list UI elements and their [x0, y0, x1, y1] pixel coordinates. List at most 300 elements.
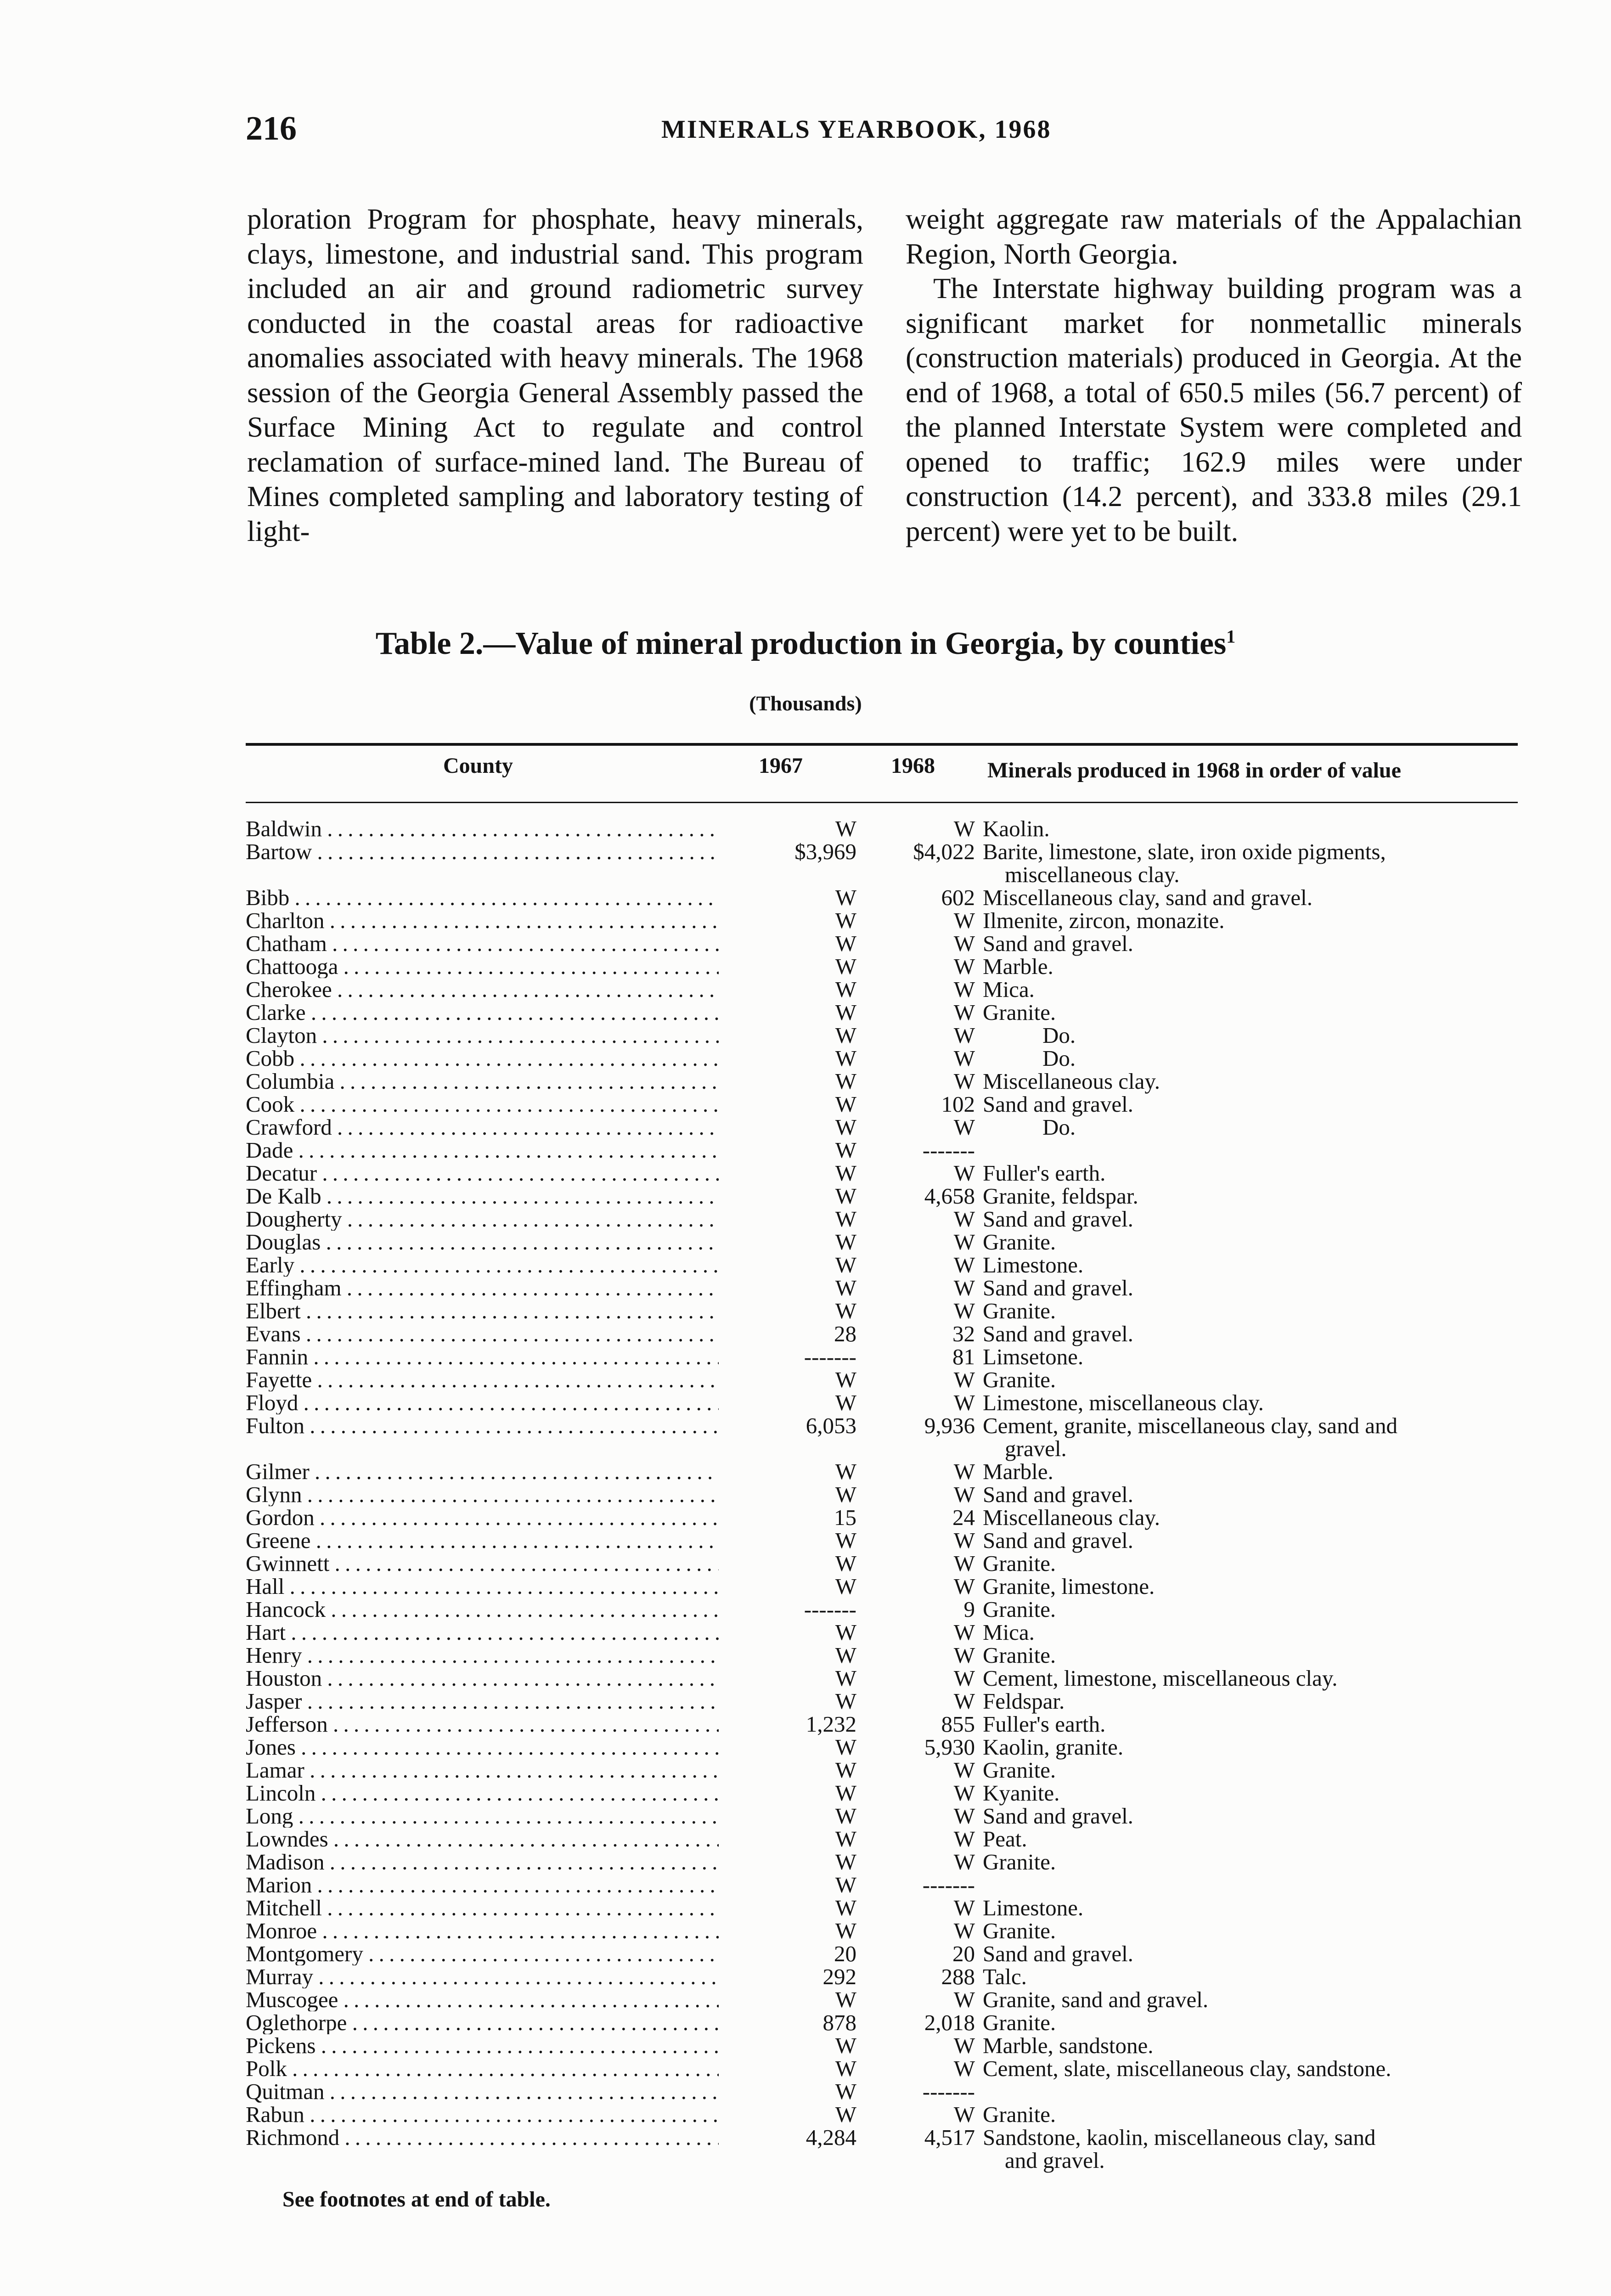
value-1967-cell: W	[835, 1092, 856, 1117]
table-row	[246, 1552, 1522, 1575]
county-cell: Mitchell . . .	[246, 1896, 719, 1919]
table-top-rule	[246, 743, 1518, 746]
value-1968-cell: W	[953, 1528, 975, 1553]
table-row	[246, 978, 1522, 1001]
header-minerals: Minerals produced in 1968 in order of value	[987, 758, 1401, 782]
table-row	[246, 1759, 1522, 1782]
county-cell: Pickens . . .	[246, 2034, 719, 2057]
minerals-text-continued: and gravel.	[1005, 2148, 1105, 2173]
minerals-cell	[983, 1782, 1522, 1805]
minerals-cell	[983, 1736, 1522, 1759]
table-row	[246, 1391, 1522, 1414]
county-cell: Columbia . . .	[246, 1070, 719, 1093]
value-1967-cell: W	[835, 1069, 856, 1094]
county-cell: Cobb . . .	[246, 1047, 719, 1070]
table-row	[246, 1575, 1522, 1598]
table-row	[246, 1254, 1522, 1277]
value-1967-cell: W	[835, 1757, 856, 1783]
minerals-text: Sand and gravel.	[983, 1275, 1133, 1300]
minerals-text: Marble.	[983, 1459, 1053, 1484]
table-row	[246, 1322, 1522, 1345]
value-1967-cell: W	[835, 1620, 856, 1645]
county-cell: Decatur . . .	[246, 1162, 719, 1185]
value-1968-cell: W	[953, 977, 975, 1002]
minerals-cell	[983, 1460, 1522, 1483]
minerals-text: Sand and gravel.	[983, 1321, 1133, 1346]
value-1967-cell: W	[835, 1872, 856, 1897]
table-title-footnote-mark: 1	[1226, 626, 1236, 647]
minerals-cell	[983, 2126, 1522, 2172]
value-1968-cell: 9	[963, 1597, 975, 1622]
right-paragraph-1: weight aggregate raw materials of the Appalachian Region, North Georgia.	[906, 203, 1522, 270]
value-1968-cell: W	[953, 2033, 975, 2058]
value-1967-cell: W	[835, 1734, 856, 1760]
minerals-text: Limestone, miscellaneous clay.	[983, 1390, 1264, 1415]
value-1967-cell: W	[835, 816, 856, 841]
minerals-cell	[983, 1391, 1522, 1414]
minerals-text: Marble, sandstone.	[983, 2033, 1154, 2058]
table-row	[246, 1667, 1522, 1690]
value-1968-cell: W	[953, 1895, 975, 1920]
value-1967-cell: W	[835, 1528, 856, 1553]
minerals-cell	[983, 1552, 1522, 1575]
value-1967-cell: W	[835, 1137, 856, 1163]
value-1968-cell: 855	[941, 1711, 975, 1737]
minerals-text: Marble.	[983, 954, 1053, 979]
table-row	[246, 1139, 1522, 1162]
county-cell: Hall . . .	[246, 1575, 719, 1598]
value-1968-cell: W	[953, 1000, 975, 1025]
value-1968-cell: W	[953, 1206, 975, 1232]
value-1968-cell: 32	[952, 1321, 975, 1346]
value-1968-cell: W	[953, 1666, 975, 1691]
value-1968-cell: W	[953, 1757, 975, 1783]
minerals-text: Mica.	[983, 1620, 1035, 1645]
value-1967-cell: 6,053	[806, 1413, 856, 1438]
value-1967-cell: W	[835, 1000, 856, 1025]
minerals-cell	[983, 2034, 1522, 2057]
minerals-cell	[983, 1322, 1522, 1345]
value-1968-cell: W	[953, 931, 975, 956]
minerals-cell	[983, 1828, 1522, 1851]
minerals-cell	[983, 1254, 1522, 1277]
table-row	[246, 1805, 1522, 1828]
value-1967-cell: W	[835, 1918, 856, 1943]
value-1968-cell: W	[953, 908, 975, 933]
county-cell: Douglas . . .	[246, 1231, 719, 1254]
table-row	[246, 1782, 1522, 1805]
table-row	[246, 1024, 1522, 1047]
value-1967-cell: W	[835, 931, 856, 956]
value-1967-cell: W	[835, 1826, 856, 1851]
minerals-text: Cement, granite, miscellaneous clay, sand and	[983, 1413, 1398, 1438]
value-1968-cell: -------	[922, 1872, 975, 1897]
table-row	[246, 2011, 1522, 2034]
header-1968: 1968	[891, 754, 935, 778]
value-1967-cell: 15	[834, 1505, 856, 1530]
value-1967-cell: W	[835, 1643, 856, 1668]
county-cell: Fannin . . .	[246, 1345, 719, 1368]
table-row	[246, 1919, 1522, 1942]
county-cell: Chatham . . .	[246, 932, 719, 955]
county-cell: Greene . . .	[246, 1529, 719, 1552]
minerals-cell	[983, 1024, 1522, 1047]
minerals-text: Do.	[1042, 1023, 1076, 1048]
table-row	[246, 1185, 1522, 1208]
minerals-text: Sand and gravel.	[983, 1482, 1133, 1507]
county-cell: Rabun . . .	[246, 2103, 719, 2126]
county-cell: Floyd . . .	[246, 1391, 719, 1414]
minerals-text: Miscellaneous clay.	[983, 1505, 1160, 1530]
minerals-text: Granite.	[983, 1849, 1056, 1874]
table-row	[246, 1231, 1522, 1254]
value-1967-cell: W	[835, 977, 856, 1002]
minerals-cell	[983, 1116, 1522, 1139]
minerals-cell	[983, 1942, 1522, 1965]
minerals-text: Feldspar.	[983, 1688, 1065, 1714]
value-1968-cell: $4,022	[913, 839, 975, 864]
table-row	[246, 1277, 1522, 1300]
table-row	[246, 1942, 1522, 1965]
value-1968-cell: W	[953, 1987, 975, 2012]
table-row	[246, 1713, 1522, 1736]
value-1967-cell: W	[835, 2102, 856, 2127]
county-cell: Baldwin . . .	[246, 817, 719, 840]
minerals-cell	[983, 1919, 1522, 1942]
value-1968-cell: W	[953, 1826, 975, 1851]
value-1967-cell: 28	[834, 1321, 856, 1346]
minerals-cell	[983, 1277, 1522, 1300]
minerals-cell	[983, 1093, 1522, 1116]
county-cell: Madison . . .	[246, 1851, 719, 1874]
county-cell: Evans . . .	[246, 1322, 719, 1345]
value-1967-cell: W	[835, 954, 856, 979]
minerals-cell	[983, 2011, 1522, 2034]
minerals-text: Sandstone, kaolin, miscellaneous clay, sand	[983, 2125, 1376, 2150]
value-1967-cell: 4,284	[806, 2125, 856, 2150]
value-1968-cell: 602	[941, 885, 975, 910]
minerals-cell	[983, 1001, 1522, 1024]
value-1968-cell: 81	[952, 1344, 975, 1369]
county-cell: Murray . . .	[246, 1965, 719, 1988]
value-1967-cell: W	[835, 1551, 856, 1576]
table-row	[246, 886, 1522, 909]
minerals-cell	[983, 978, 1522, 1001]
value-1968-cell: 4,658	[924, 1183, 975, 1209]
minerals-cell	[983, 1575, 1522, 1598]
county-cell: Clarke . . .	[246, 1001, 719, 1024]
minerals-cell	[983, 1667, 1522, 1690]
minerals-cell	[983, 1965, 1522, 1988]
value-1967-cell: W	[835, 1275, 856, 1300]
value-1967-cell: W	[835, 2033, 856, 2058]
table-row	[246, 909, 1522, 932]
minerals-text: Sand and gravel.	[983, 1092, 1133, 1117]
table-row	[246, 1208, 1522, 1231]
table-row	[246, 1529, 1522, 1552]
county-cell: Lowndes . . .	[246, 1828, 719, 1851]
table-row	[246, 1070, 1522, 1093]
table-row	[246, 1345, 1522, 1368]
value-1968-cell: W	[953, 816, 975, 841]
minerals-text: Do.	[1042, 1046, 1076, 1071]
minerals-cell	[983, 2103, 1522, 2126]
county-cell: Crawford . . .	[246, 1116, 719, 1139]
minerals-cell	[983, 1185, 1522, 1208]
value-1968-cell: W	[953, 1918, 975, 1943]
value-1967-cell: W	[835, 1780, 856, 1806]
minerals-text: Do.	[1042, 1114, 1076, 1140]
minerals-text: Sand and gravel.	[983, 1941, 1133, 1966]
minerals-text: Sand and gravel.	[983, 1206, 1133, 1232]
minerals-text: Sand and gravel.	[983, 931, 1133, 956]
value-1967-cell: W	[835, 1298, 856, 1323]
county-cell: Marion . . .	[246, 1874, 719, 1896]
value-1968-cell: W	[953, 954, 975, 979]
minerals-cell	[983, 817, 1522, 840]
minerals-cell	[983, 1713, 1522, 1736]
minerals-text-continued: miscellaneous clay.	[1005, 862, 1180, 887]
county-cell: Clayton . . .	[246, 1024, 719, 1047]
value-1967-cell: W	[835, 1023, 856, 1048]
table-row	[246, 1414, 1522, 1460]
minerals-text: Granite.	[983, 1643, 1056, 1668]
minerals-text: Mica.	[983, 977, 1035, 1002]
page-header	[246, 109, 1532, 151]
table-row	[246, 2080, 1522, 2103]
left-paragraph: ploration Program for phosphate, heavy minerals, clays, limestone, and industrial sand. This program included an air and ground radiometric survey conducted in the coastal areas for radioactive anomalies associated with heavy minerals. The 1968 session of the Georgia General Assembly passed the Surface Mining Act to regulate and control reclamation of surface-mined land. The Bureau of Mines completed sampling and laboratory testing of light-	[247, 203, 863, 547]
value-1967-cell: W	[835, 1482, 856, 1507]
county-cell: Jasper . . .	[246, 1690, 719, 1713]
minerals-cell	[983, 932, 1522, 955]
value-1968-cell: W	[953, 1390, 975, 1415]
county-cell: Chattooga . . .	[246, 955, 719, 978]
left-column	[247, 202, 863, 549]
minerals-text: Granite.	[983, 2102, 1056, 2127]
value-1968-cell: W	[953, 1688, 975, 1714]
county-cell: Gilmer . . .	[246, 1460, 719, 1483]
county-cell: Fulton . . .	[246, 1414, 719, 1437]
minerals-text: Granite.	[983, 1918, 1056, 1943]
value-1968-cell: W	[953, 1643, 975, 1668]
footnote-note: See footnotes at end of table.	[282, 2187, 551, 2212]
minerals-cell	[983, 1368, 1522, 1391]
minerals-text: Kyanite.	[983, 1780, 1060, 1806]
value-1968-cell: W	[953, 1620, 975, 1645]
minerals-text: Cement, slate, miscellaneous clay, sandstone.	[983, 2056, 1391, 2081]
minerals-text: Sand and gravel.	[983, 1803, 1133, 1829]
table-row	[246, 932, 1522, 955]
table-row	[246, 1690, 1522, 1713]
county-cell: Bartow . . .	[246, 840, 719, 863]
value-1967-cell: W	[835, 1849, 856, 1874]
table-row	[246, 955, 1522, 978]
minerals-text: Granite.	[983, 1298, 1056, 1323]
value-1968-cell: W	[953, 1298, 975, 1323]
minerals-cell	[983, 1644, 1522, 1667]
county-cell: Gwinnett . . .	[246, 1552, 719, 1575]
value-1967-cell: W	[835, 1252, 856, 1277]
value-1968-cell: W	[953, 1252, 975, 1277]
value-1968-cell: W	[953, 1160, 975, 1186]
value-1968-cell: W	[953, 1574, 975, 1599]
table-row	[246, 2034, 1522, 2057]
value-1967-cell: W	[835, 2056, 856, 2081]
value-1968-cell: W	[953, 1803, 975, 1829]
value-1967-cell: W	[835, 1666, 856, 1691]
minerals-cell	[983, 1162, 1522, 1185]
county-cell: Lamar . . .	[246, 1759, 719, 1782]
page-number: 216	[246, 110, 297, 147]
value-1968-cell: W	[953, 1482, 975, 1507]
value-1968-cell: 5,930	[924, 1734, 975, 1760]
value-1967-cell: W	[835, 908, 856, 933]
county-cell: Houston . . .	[246, 1667, 719, 1690]
minerals-text: Granite.	[983, 1757, 1056, 1783]
value-1967-cell: W	[835, 1688, 856, 1714]
minerals-cell	[983, 1598, 1522, 1621]
table-row	[246, 1460, 1522, 1483]
minerals-cell	[983, 1483, 1522, 1506]
table-row	[246, 1965, 1522, 1988]
value-1967-cell: W	[835, 1206, 856, 1232]
value-1968-cell: W	[953, 1780, 975, 1806]
county-cell: Richmond . . .	[246, 2126, 719, 2149]
county-cell: Quitman . . .	[246, 2080, 719, 2103]
minerals-cell	[983, 1896, 1522, 1919]
minerals-cell	[983, 2080, 1522, 2103]
minerals-text: Cement, limestone, miscellaneous clay.	[983, 1666, 1338, 1691]
table-row	[246, 1093, 1522, 1116]
value-1967-cell: 292	[822, 1964, 856, 1989]
table-row	[246, 1644, 1522, 1667]
minerals-cell	[983, 1414, 1522, 1460]
county-cell: Bibb . . .	[246, 886, 719, 909]
minerals-cell	[983, 1070, 1522, 1093]
minerals-text: Miscellaneous clay, sand and gravel.	[983, 885, 1312, 910]
running-title: MINERALS YEARBOOK, 1968	[661, 115, 1052, 144]
minerals-text: Granite.	[983, 1229, 1056, 1255]
table-row	[246, 1001, 1522, 1024]
value-1967-cell: W	[835, 885, 856, 910]
county-cell: Hancock . . .	[246, 1598, 719, 1621]
table-row	[246, 1047, 1522, 1070]
minerals-text: Fuller's earth.	[983, 1711, 1106, 1737]
value-1967-cell: 1,232	[806, 1711, 856, 1737]
minerals-text: Talc.	[983, 1964, 1027, 1989]
county-cell: Effingham . . .	[246, 1277, 719, 1300]
table-row	[246, 1483, 1522, 1506]
minerals-cell	[983, 1851, 1522, 1874]
minerals-text: Kaolin, granite.	[983, 1734, 1124, 1760]
table-row	[246, 1896, 1522, 1919]
county-cell: Polk . . .	[246, 2057, 719, 2080]
minerals-text: Ilmenite, zircon, monazite.	[983, 908, 1225, 933]
value-1968-cell: W	[953, 1046, 975, 1071]
county-cell: Jefferson . . .	[246, 1713, 719, 1736]
county-cell: De Kalb . . .	[246, 1185, 719, 1208]
value-1968-cell: 4,517	[924, 2125, 975, 2150]
minerals-cell	[983, 1047, 1522, 1070]
table-row	[246, 1368, 1522, 1391]
county-cell: Montgomery . . .	[246, 1942, 719, 1965]
table-row	[246, 1736, 1522, 1759]
value-1968-cell: 2,018	[924, 2010, 975, 2035]
minerals-text: Peat.	[983, 1826, 1027, 1851]
value-1968-cell: W	[953, 1551, 975, 1576]
value-1968-cell: 9,936	[924, 1413, 975, 1438]
table-row	[246, 1828, 1522, 1851]
value-1967-cell: W	[835, 1229, 856, 1255]
county-cell: Henry . . .	[246, 1644, 719, 1667]
header-county: County	[443, 754, 513, 778]
minerals-cell	[983, 1231, 1522, 1254]
minerals-text: Sand and gravel.	[983, 1528, 1133, 1553]
value-1968-cell: W	[953, 1069, 975, 1094]
minerals-text: Limestone.	[983, 1895, 1084, 1920]
table-title-text: Table 2.—Value of mineral production in Georgia, by counties	[375, 626, 1227, 661]
value-1967-cell: W	[835, 1987, 856, 2012]
minerals-text-continued: gravel.	[1005, 1436, 1067, 1461]
value-1968-cell: -------	[922, 2079, 975, 2104]
value-1968-cell: W	[953, 2102, 975, 2127]
minerals-text: Fuller's earth.	[983, 1160, 1106, 1186]
value-1967-cell: W	[835, 1459, 856, 1484]
table-row	[246, 1116, 1522, 1139]
minerals-text: Granite.	[983, 2010, 1056, 2035]
value-1967-cell: W	[835, 1803, 856, 1829]
value-1968-cell: W	[953, 1367, 975, 1392]
minerals-cell	[983, 1621, 1522, 1644]
county-cell: Dougherty . . .	[246, 1208, 719, 1231]
table-row	[246, 1506, 1522, 1529]
value-1967-cell: 878	[822, 2010, 856, 2035]
county-cell: Lincoln . . .	[246, 1782, 719, 1805]
table-row	[246, 2103, 1522, 2126]
value-1967-cell: W	[835, 1046, 856, 1071]
county-cell: Muscogee . . .	[246, 1988, 719, 2011]
minerals-text: Barite, limestone, slate, iron oxide pigments,	[983, 839, 1386, 864]
value-1967-cell: W	[835, 1390, 856, 1415]
right-paragraph-2: The Interstate highway building program was a significant market for nonmetallic minerals (construction materials) produced in Georgia. At the end of 1968, a total of 650.5 miles (56.7 percent) of the planned Interstate System were completed and opened to traffic; 162.9 miles were under construction (14.2 percent), and 333.8 miles (29.1 percent) were yet to be built.	[906, 272, 1522, 547]
minerals-text: Granite.	[983, 1551, 1056, 1576]
table-body	[246, 817, 1522, 2172]
county-cell: Early . . .	[246, 1254, 719, 1277]
value-1968-cell: W	[953, 1229, 975, 1255]
value-1967-cell: W	[835, 1114, 856, 1140]
table-row	[246, 1874, 1522, 1896]
minerals-text: Limestone.	[983, 1252, 1084, 1277]
value-1968-cell: W	[953, 1114, 975, 1140]
county-cell: Charlton . . .	[246, 909, 719, 932]
table-row	[246, 1300, 1522, 1322]
minerals-cell	[983, 1529, 1522, 1552]
minerals-cell	[983, 1139, 1522, 1162]
minerals-cell	[983, 1874, 1522, 1896]
county-cell: Gordon . . .	[246, 1506, 719, 1529]
header-1967: 1967	[759, 754, 803, 778]
county-cell: Elbert . . .	[246, 1300, 719, 1322]
county-cell: Jones . . .	[246, 1736, 719, 1759]
table-row	[246, 840, 1522, 886]
table-row	[246, 1988, 1522, 2011]
minerals-cell	[983, 886, 1522, 909]
county-cell: Monroe . . .	[246, 1919, 719, 1942]
minerals-text: Granite.	[983, 1597, 1056, 1622]
minerals-cell	[983, 1208, 1522, 1231]
minerals-cell	[983, 1805, 1522, 1828]
minerals-text: Kaolin.	[983, 816, 1050, 841]
